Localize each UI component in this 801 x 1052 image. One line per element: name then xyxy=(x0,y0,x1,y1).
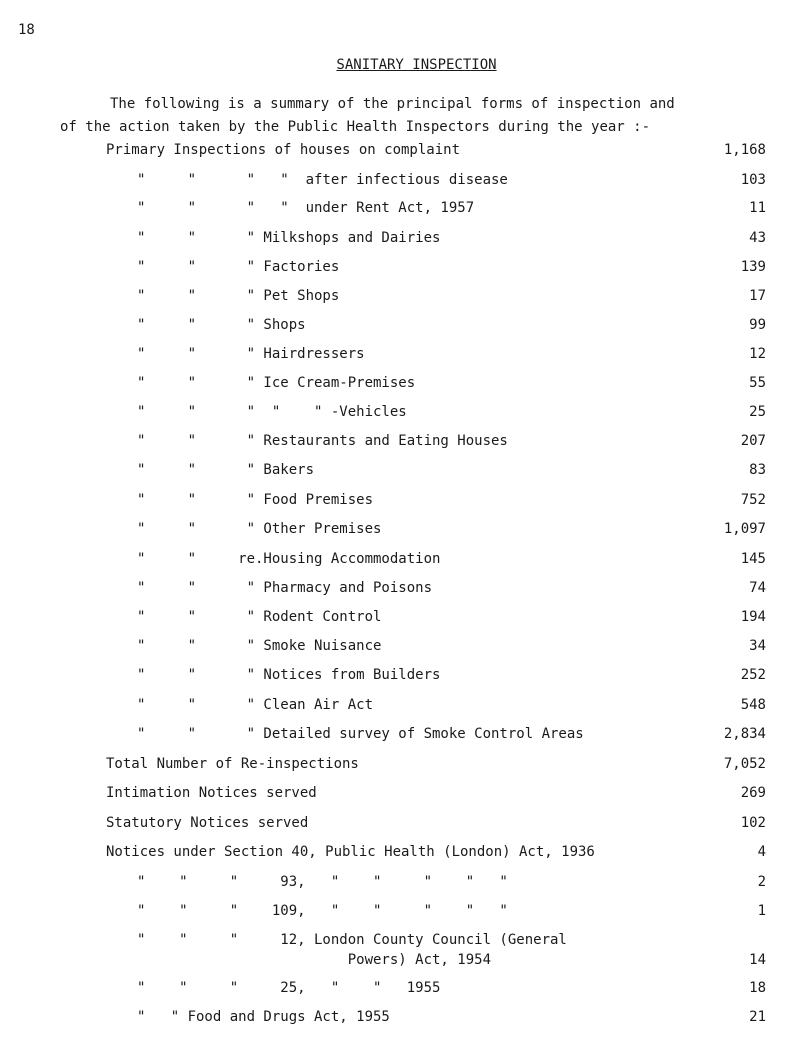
table-row xyxy=(0,404,801,428)
table-row xyxy=(0,317,801,341)
row-value: 55 xyxy=(749,375,766,391)
row-value: 2 xyxy=(757,874,766,890)
row-label: " " " Hairdressers xyxy=(137,346,365,362)
table-row xyxy=(0,980,801,1004)
row-value: 752 xyxy=(740,492,766,508)
table-row xyxy=(0,433,801,457)
row-label: " " " Factories xyxy=(137,259,340,275)
row-value: 14 xyxy=(749,952,766,968)
table-row xyxy=(0,952,801,976)
row-label: Powers) Act, 1954 xyxy=(137,952,492,968)
table-row xyxy=(0,200,801,224)
table-row xyxy=(0,638,801,662)
row-value: 17 xyxy=(749,288,766,304)
row-value: 25 xyxy=(749,404,766,420)
row-value: 83 xyxy=(749,462,766,478)
row-value: 11 xyxy=(749,200,766,216)
row-value: 207 xyxy=(740,433,766,449)
page-title-text: SANITARY INSPECTION xyxy=(336,57,497,73)
row-label: Primary Inspections of houses on complaint xyxy=(106,142,461,158)
row-label: " " " Bakers xyxy=(137,462,315,478)
row-value: 99 xyxy=(749,317,766,333)
intro-line-2: of the action taken by the Public Health Inspectors during the year :- xyxy=(60,119,651,135)
intro-line-1: The following is a summary of the principal forms of inspection and xyxy=(110,96,675,112)
row-label: " " " Pharmacy and Poisons xyxy=(137,580,433,596)
row-value: 102 xyxy=(740,815,766,831)
table-row xyxy=(0,667,801,691)
table-row xyxy=(0,726,801,750)
table-row xyxy=(0,492,801,516)
table-row xyxy=(0,375,801,399)
row-value: 18 xyxy=(749,980,766,996)
row-value: 7,052 xyxy=(723,756,766,772)
table-row xyxy=(0,785,801,809)
row-value: 194 xyxy=(740,609,766,625)
page-number: 18 xyxy=(18,22,35,38)
table-row xyxy=(0,288,801,312)
row-value: 145 xyxy=(740,551,766,567)
row-label: " " " Pet Shops xyxy=(137,288,340,304)
table-row xyxy=(0,346,801,370)
row-value: 2,834 xyxy=(723,726,766,742)
table-row xyxy=(0,551,801,575)
row-label: " " " 12, London County Council (General xyxy=(137,932,567,948)
row-label: " " " Smoke Nuisance xyxy=(137,638,382,654)
row-value: 1,097 xyxy=(723,521,766,537)
row-label: " " " Milkshops and Dairies xyxy=(137,230,441,246)
row-value: 1,168 xyxy=(723,142,766,158)
row-value: 43 xyxy=(749,230,766,246)
row-label: " " " Restaurants and Eating Houses xyxy=(137,433,508,449)
row-label: " " " Notices from Builders xyxy=(137,667,441,683)
table-row xyxy=(0,756,801,780)
row-value: 4 xyxy=(757,844,766,860)
row-value: 12 xyxy=(749,346,766,362)
table-row xyxy=(0,580,801,604)
row-value: 139 xyxy=(740,259,766,275)
table-row xyxy=(0,844,801,868)
row-label: " " " Other Premises xyxy=(137,521,382,537)
table-row xyxy=(0,903,801,927)
table-row xyxy=(0,609,801,633)
row-value: 1 xyxy=(757,903,766,919)
row-label: " " re.Housing Accommodation xyxy=(137,551,441,567)
row-label: " " " 93, " " " " " xyxy=(137,874,508,890)
table-row xyxy=(0,142,801,166)
row-label: " " " " under Rent Act, 1957 xyxy=(137,200,475,216)
table-row xyxy=(0,230,801,254)
row-label: " " " Detailed survey of Smoke Control Areas xyxy=(137,726,584,742)
row-label: " " " 25, " " 1955 xyxy=(137,980,441,996)
row-label: " " " Shops xyxy=(137,317,306,333)
table-row xyxy=(0,462,801,486)
row-label: " " " Food Premises xyxy=(137,492,374,508)
row-label: " " " 109, " " " " " xyxy=(137,903,508,919)
row-value: 74 xyxy=(749,580,766,596)
table-row xyxy=(0,874,801,898)
row-value: 548 xyxy=(740,697,766,713)
page-title xyxy=(0,57,801,73)
table-row xyxy=(0,697,801,721)
row-label: " " " Rodent Control xyxy=(137,609,382,625)
table-row xyxy=(0,172,801,196)
row-value: 103 xyxy=(740,172,766,188)
table-row xyxy=(0,521,801,545)
row-label: " " " Ice Cream-Premises xyxy=(137,375,416,391)
table-row xyxy=(0,815,801,839)
row-label: Statutory Notices served xyxy=(106,815,309,831)
row-value: 34 xyxy=(749,638,766,654)
row-label: " " " " " -Vehicles xyxy=(137,404,407,420)
row-label: Notices under Section 40, Public Health (London) Act, 1936 xyxy=(106,844,595,860)
row-value: 21 xyxy=(749,1009,766,1025)
row-label: Total Number of Re-inspections xyxy=(106,756,359,772)
table-row xyxy=(0,1009,801,1033)
intro-paragraph xyxy=(60,93,780,139)
table-row xyxy=(0,259,801,283)
row-label: " " Food and Drugs Act, 1955 xyxy=(137,1009,390,1025)
row-label: " " " " after infectious disease xyxy=(137,172,508,188)
row-value: 252 xyxy=(740,667,766,683)
row-label: " " " Clean Air Act xyxy=(137,697,374,713)
row-value: 269 xyxy=(740,785,766,801)
row-label: Intimation Notices served xyxy=(106,785,317,801)
